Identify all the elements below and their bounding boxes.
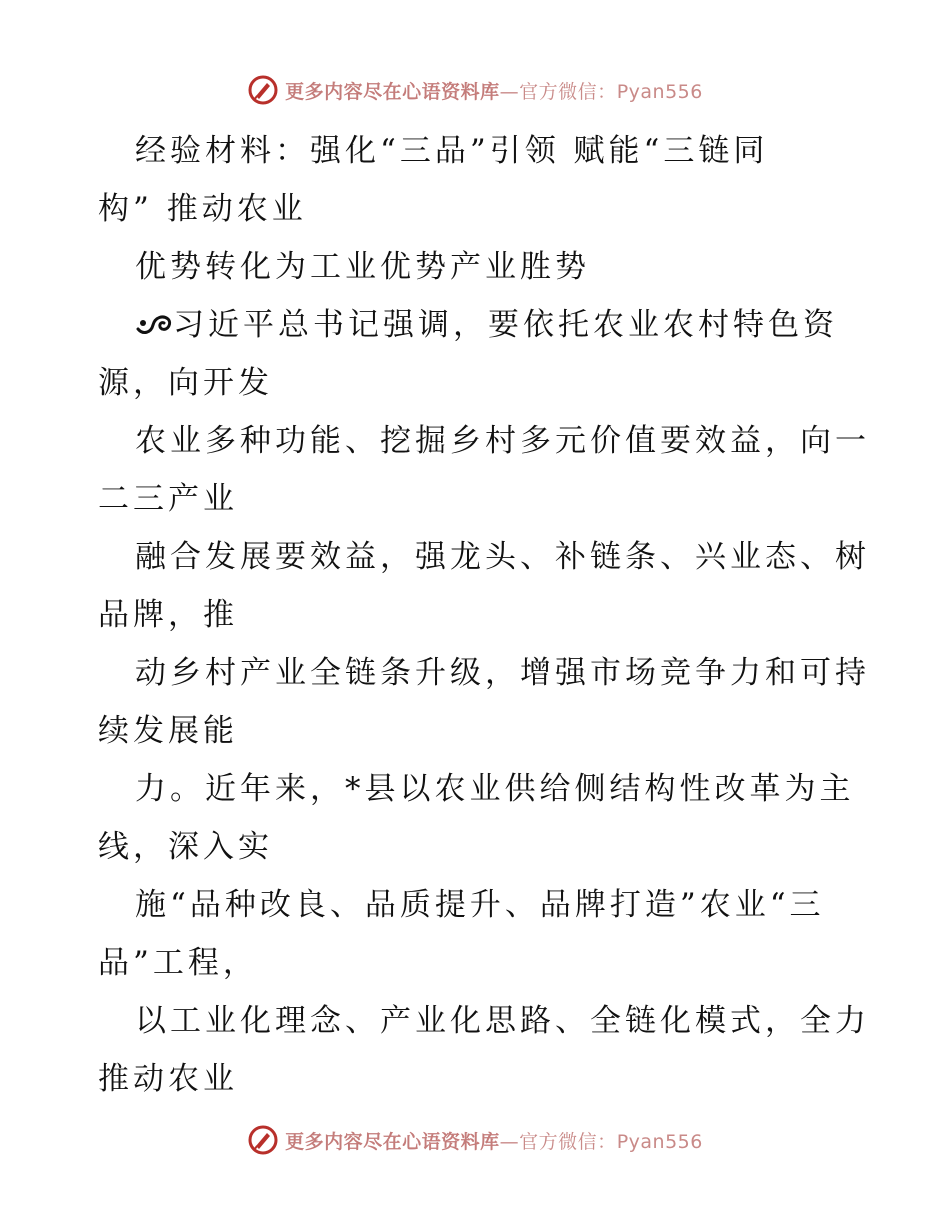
- document-line: [98, 238, 858, 296]
- document-line-text: 力。近年来，*县以农业供给侧结构性改革为主: [135, 771, 855, 807]
- banner-dash: —: [499, 80, 520, 103]
- banner-wechat-id: Pyan556: [616, 1130, 703, 1153]
- document-line: [98, 412, 870, 470]
- document-body: [98, 122, 870, 1108]
- document-line-text: 融合发展要效益，强龙头、补链条、兴业态、树: [135, 539, 870, 575]
- banner-contact-text: 官方微信：: [519, 80, 617, 103]
- footer-banner: [0, 1120, 950, 1160]
- banner-site-text: 更多内容尽在心语资料库: [285, 1130, 500, 1153]
- document-line-text: 线，深入实: [98, 829, 273, 865]
- document-line: [98, 122, 858, 180]
- document-line-text: 农业多种功能、挖掘乡村多元价值要效益，向一: [135, 423, 870, 459]
- document-line-text: 源，向开发: [98, 365, 273, 401]
- document-line: [98, 934, 858, 992]
- document-line-text: 动乡村产业全链条升级，增强市场竞争力和可持: [135, 655, 870, 691]
- document-line-text: 施“品种改良、品质提升、品牌打造”农业“三: [135, 887, 825, 923]
- document-line-text: 构” 推动农业: [98, 191, 307, 227]
- document-line-text: 优势转化为工业优势产业胜势: [135, 249, 590, 285]
- document-line: [98, 470, 858, 528]
- document-line: [98, 296, 858, 354]
- document-line-text: 推动农业: [98, 1061, 238, 1097]
- banner-site-text: 更多内容尽在心语资料库: [285, 80, 500, 103]
- document-line: [98, 180, 858, 238]
- banner-text: [285, 77, 703, 104]
- banner-contact-text: 官方微信：: [519, 1130, 617, 1153]
- header-banner: [0, 70, 950, 110]
- quill-logo-icon: [247, 1124, 279, 1156]
- document-line-text: 二三产业: [98, 481, 238, 517]
- banner-dash: —: [499, 1130, 520, 1153]
- document-line: [98, 818, 858, 876]
- document-line: [98, 992, 870, 1050]
- document-line: [98, 528, 870, 586]
- document-line: [98, 876, 858, 934]
- document-line-text: 习近平总书记强调，要依托农业农村特色资: [173, 307, 838, 343]
- document-line-text: 经验材料：强化“三品”引领 赋能“三链同: [135, 133, 769, 169]
- document-line: [98, 1050, 858, 1108]
- quill-logo-icon: [247, 74, 279, 106]
- document-line-text: 以工业化理念、产业化思路、全链化模式，全力: [135, 1003, 870, 1039]
- banner-text: [285, 1127, 703, 1154]
- document-line: [98, 644, 870, 702]
- document-line-text: 品牌，推: [98, 597, 238, 633]
- document-line: [98, 760, 858, 818]
- document-line: [98, 354, 858, 412]
- banner-wechat-id: Pyan556: [616, 80, 703, 103]
- document-line: [98, 702, 858, 760]
- document-line-text: 品”工程，: [98, 945, 258, 981]
- document-line-text: 续发展能: [98, 713, 238, 749]
- fleuron-icon: [135, 309, 173, 339]
- document-line: [98, 586, 858, 644]
